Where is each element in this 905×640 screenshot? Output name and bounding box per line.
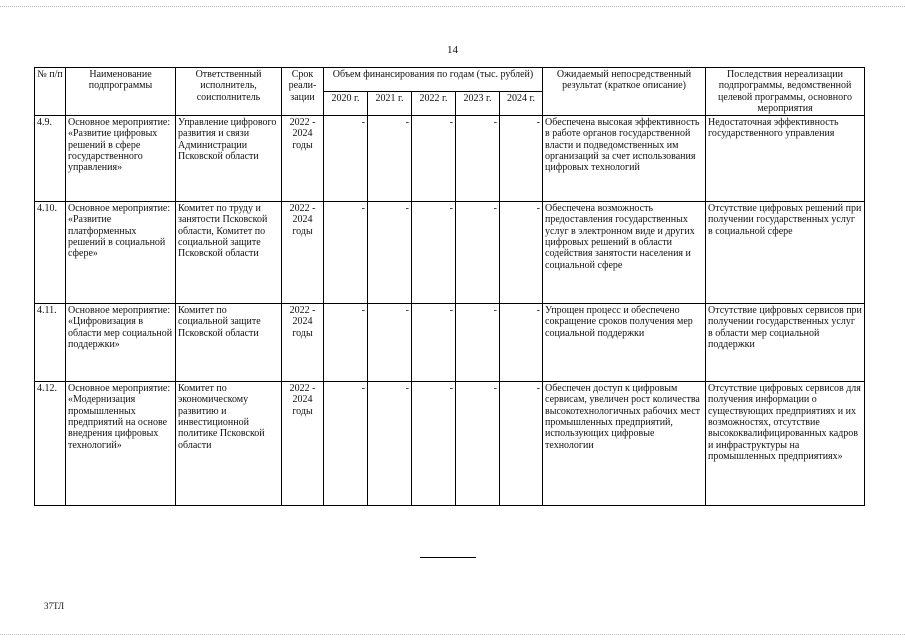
row-value: - [412, 202, 456, 304]
row-name: Основное мероприятие: «Модернизация промышленных предприятий на основе внедрения цифровых технологий» [66, 382, 176, 506]
header-result: Ожидаемый непосредственный результат (краткое описание) [543, 68, 706, 116]
row-value: - [456, 382, 500, 506]
header-funding: Объем финансирования по годам (тыс. рублей) [324, 68, 543, 92]
row-result: Обеспечен доступ к цифровым сервисам, увеличен рост количества высокотехнологичных рабочих мест промышленных предприятий, использующих цифровые технологии [543, 382, 706, 506]
row-term: 2022 - 2024 годы [282, 202, 324, 304]
row-value: - [412, 116, 456, 202]
row-num: 4.9. [35, 116, 66, 202]
row-value: - [456, 304, 500, 382]
row-value: - [324, 202, 368, 304]
page-number: 14 [447, 44, 458, 56]
row-num: 4.11. [35, 304, 66, 382]
table-row [35, 116, 865, 202]
row-value: - [412, 382, 456, 506]
row-value: - [500, 202, 543, 304]
header-name: Наименование подпрограммы [66, 68, 176, 116]
row-consequences: Недостаточная эффективность государственного управления [706, 116, 865, 202]
row-num: 4.10. [35, 202, 66, 304]
table-row [35, 382, 865, 506]
row-value: - [368, 382, 412, 506]
row-term: 2022 - 2024 годы [282, 304, 324, 382]
row-result: Обеспечена возможность предоставления государственных услуг в электронном виде и других цифровых решений в области содействия занятости населения и социальной сфере [543, 202, 706, 304]
table-row [35, 304, 865, 382]
footer-code: 37ТЛ [44, 601, 65, 611]
row-value: - [368, 304, 412, 382]
header-year: 2020 г. [324, 92, 368, 116]
program-table [34, 67, 865, 506]
row-value: - [412, 304, 456, 382]
row-name: Основное мероприятие: «Развитие платформенных решений в социальной сфере» [66, 202, 176, 304]
header-row [35, 68, 865, 92]
scan-edge-top [0, 6, 905, 7]
row-value: - [324, 304, 368, 382]
row-value: - [456, 116, 500, 202]
header-executor: Ответственный исполнитель, соисполнитель [176, 68, 282, 116]
header-year: 2023 г. [456, 92, 500, 116]
row-term: 2022 - 2024 годы [282, 382, 324, 506]
row-num: 4.12. [35, 382, 66, 506]
row-value: - [368, 202, 412, 304]
row-value: - [324, 116, 368, 202]
footnote-divider [420, 557, 476, 558]
row-executor: Комитет по труду и занятости Псковской области, Комитет по социальной защите Псковской области [176, 202, 282, 304]
row-value: - [456, 202, 500, 304]
table-row [35, 202, 865, 304]
header-year: 2021 г. [368, 92, 412, 116]
header-term: Срок реали-зации [282, 68, 324, 116]
row-term: 2022 - 2024 годы [282, 116, 324, 202]
header-num: № п/п [35, 68, 66, 116]
row-value: - [500, 116, 543, 202]
header-year: 2022 г. [412, 92, 456, 116]
row-executor: Комитет по социальной защите Псковской области [176, 304, 282, 382]
row-executor: Управление цифрового развития и связи Администрации Псковской области [176, 116, 282, 202]
row-value: - [500, 382, 543, 506]
row-name: Основное мероприятие: «Развитие цифровых решений в сфере государственного управления» [66, 116, 176, 202]
row-consequences: Отсутствие цифровых решений при получении государственных услуг в социальной сфере [706, 202, 865, 304]
row-executor: Комитет по экономическому развитию и инвестиционной политике Псковской области [176, 382, 282, 506]
row-value: - [500, 304, 543, 382]
row-result: Обеспечена высокая эффективность в работе органов государственной власти и подведомственных им организаций за счет использования цифровых технологий [543, 116, 706, 202]
row-consequences: Отсутствие цифровых сервисов для получения информации о существующих предприятиях и их возможностях, отсутствие высококвалифицированных кадров и инфраструктуры на промышленных предприятиях» [706, 382, 865, 506]
header-consequences: Последствия нереализации подпрограммы, ведомственной целевой программы, основного мероприятия [706, 68, 865, 116]
row-name: Основное мероприятие: «Цифровизация в области мер социальной поддержки» [66, 304, 176, 382]
row-consequences: Отсутствие цифровых сервисов при получении государственных услуг в области мер социальной поддержки [706, 304, 865, 382]
row-value: - [324, 382, 368, 506]
header-year: 2024 г. [500, 92, 543, 116]
row-value: - [368, 116, 412, 202]
row-result: Упрощен процесс и обеспечено сокращение сроков получения мер социальной поддержки [543, 304, 706, 382]
scan-edge-bottom [0, 634, 905, 635]
